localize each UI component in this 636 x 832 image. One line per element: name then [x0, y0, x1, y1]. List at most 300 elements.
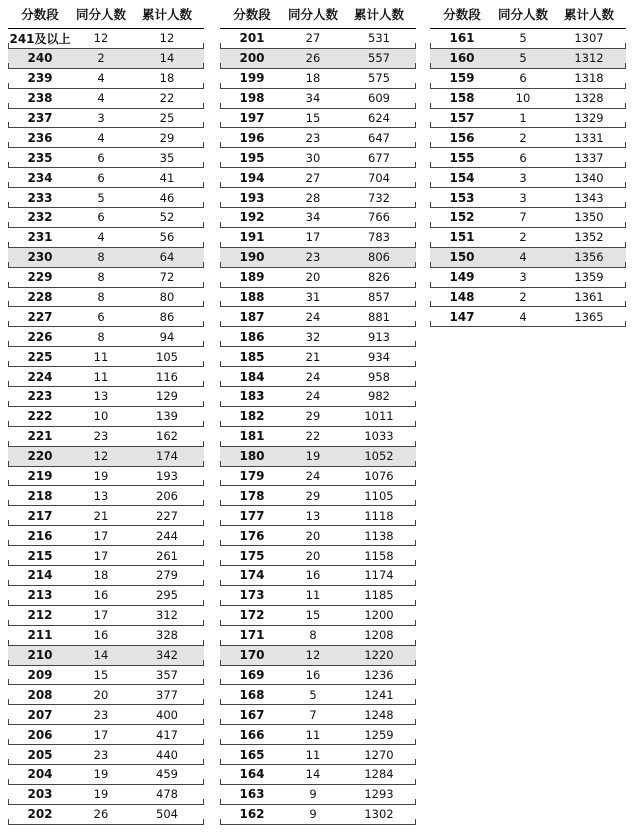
- same-score-count-cell: 26: [93, 807, 109, 822]
- same-score-count-cell: 20: [305, 528, 321, 543]
- table-row: [220, 467, 416, 487]
- cumulative-count-cell: 575: [368, 71, 390, 86]
- same-score-count-cell: 34: [305, 210, 321, 225]
- score-cell: 234: [27, 170, 53, 185]
- table-row: [220, 685, 416, 705]
- table-row: [8, 69, 204, 89]
- table-row: [430, 89, 626, 109]
- same-score-count-cell: 18: [305, 71, 321, 86]
- cumulative-count-cell: 1241: [364, 687, 394, 702]
- table-row: [220, 725, 416, 745]
- score-cell: 241及以上: [9, 31, 71, 46]
- score-cell: 205: [27, 747, 53, 762]
- same-score-count-cell: 29: [305, 409, 321, 424]
- same-score-count-cell: 5: [519, 51, 527, 66]
- score-cell: 219: [27, 469, 53, 484]
- cumulative-count-cell: 328: [156, 628, 178, 643]
- same-score-count-cell: 13: [305, 508, 321, 523]
- cumulative-count-cell: 342: [156, 648, 178, 663]
- table-row: [8, 486, 204, 506]
- cumulative-count-cell: 1284: [364, 767, 394, 782]
- score-cell: 189: [239, 270, 265, 285]
- table-row: [430, 248, 626, 268]
- cumulative-count-cell: 958: [368, 369, 390, 384]
- same-score-count-cell: 2: [519, 130, 527, 145]
- same-score-count-cell: 17: [305, 230, 321, 245]
- cumulative-count-cell: 129: [156, 389, 178, 404]
- score-cell: 240: [27, 51, 53, 66]
- header-cell: 累计人数: [563, 7, 614, 22]
- table-row: [8, 307, 204, 327]
- same-score-count-cell: 8: [97, 250, 105, 265]
- table-row: [8, 526, 204, 546]
- cumulative-count-cell: 80: [159, 290, 175, 305]
- score-cell: 213: [27, 588, 53, 603]
- score-cell: 237: [27, 111, 53, 125]
- score-cell: 150: [449, 250, 475, 265]
- same-score-count-cell: 15: [93, 667, 109, 682]
- same-score-count-cell: 4: [97, 71, 105, 86]
- cumulative-count-cell: 1011: [364, 409, 394, 424]
- table-row: [8, 49, 204, 69]
- table-row: [220, 248, 416, 268]
- same-score-count-cell: 20: [93, 687, 109, 702]
- table-row: [8, 228, 204, 248]
- cumulative-count-cell: 1307: [574, 31, 604, 46]
- cumulative-count-cell: 1200: [364, 608, 394, 623]
- cumulative-count-cell: 295: [156, 588, 178, 603]
- same-score-count-cell: 27: [305, 31, 321, 46]
- same-score-count-cell: 6: [519, 71, 527, 86]
- score-cell: 153: [449, 190, 475, 205]
- cumulative-count-cell: 1361: [574, 290, 604, 305]
- header-cell: 同分人数: [497, 7, 548, 22]
- table-row: [220, 228, 416, 248]
- same-score-count-cell: 14: [305, 767, 321, 782]
- same-score-count-cell: 23: [305, 130, 321, 145]
- cumulative-count-cell: 377: [156, 687, 178, 702]
- score-cell: 231: [27, 230, 53, 245]
- cumulative-count-cell: 1158: [364, 548, 394, 563]
- cumulative-count-cell: 1359: [574, 270, 604, 285]
- cumulative-count-cell: 1340: [574, 170, 604, 185]
- cumulative-count-cell: 1033: [364, 429, 394, 444]
- cumulative-count-cell: 857: [368, 290, 390, 305]
- same-score-count-cell: 16: [93, 628, 109, 643]
- cumulative-count-cell: 1302: [364, 807, 394, 822]
- same-score-count-cell: 11: [305, 747, 321, 762]
- same-score-count-cell: 9: [309, 807, 317, 822]
- cumulative-count-cell: 531: [368, 31, 390, 46]
- table-row: [220, 427, 416, 447]
- same-score-count-cell: 5: [97, 190, 105, 205]
- same-score-count-cell: 8: [97, 329, 105, 344]
- cumulative-count-cell: 826: [368, 270, 390, 285]
- same-score-count-cell: 11: [305, 727, 321, 742]
- table-row: [220, 29, 416, 49]
- table-row: [8, 427, 204, 447]
- same-score-count-cell: 3: [97, 111, 105, 125]
- table-row: [220, 387, 416, 407]
- same-score-count-cell: 34: [305, 91, 321, 106]
- cumulative-count-cell: 417: [156, 727, 178, 742]
- table-row: [8, 745, 204, 765]
- score-cell: 199: [239, 71, 265, 86]
- cumulative-count-cell: 261: [156, 548, 178, 563]
- score-cell: 221: [27, 429, 53, 444]
- cumulative-count-cell: 1248: [364, 707, 394, 722]
- table-row: [8, 606, 204, 626]
- score-cell: 233: [27, 190, 53, 205]
- table-row: [8, 447, 204, 467]
- header-cell: 累计人数: [353, 7, 404, 22]
- table-row: [430, 49, 626, 69]
- table-row: [220, 586, 416, 606]
- score-cell: 201: [239, 31, 265, 46]
- score-cell: 176: [239, 528, 265, 543]
- header-cell: 分数段: [443, 7, 481, 22]
- table-row: [220, 288, 416, 308]
- cumulative-count-cell: 22: [159, 91, 175, 106]
- same-score-count-cell: 10: [93, 409, 109, 424]
- score-cell: 158: [449, 91, 475, 106]
- cumulative-count-cell: 29: [159, 130, 175, 145]
- same-score-count-cell: 15: [305, 111, 321, 125]
- score-cell: 163: [239, 787, 265, 802]
- same-score-count-cell: 24: [305, 369, 321, 384]
- header-cell: 累计人数: [141, 7, 192, 22]
- score-cell: 155: [449, 150, 475, 165]
- cumulative-count-cell: 1236: [364, 667, 394, 682]
- cumulative-count-cell: 400: [156, 707, 178, 722]
- same-score-count-cell: 27: [305, 170, 321, 185]
- score-cell: 185: [239, 349, 265, 364]
- cumulative-count-cell: 440: [156, 747, 178, 762]
- table-row: [8, 128, 204, 148]
- score-cell: 178: [239, 488, 265, 503]
- score-cell: 173: [239, 588, 265, 603]
- score-cell: 165: [239, 747, 265, 762]
- cumulative-count-cell: 94: [159, 329, 175, 344]
- header-cell: 同分人数: [75, 7, 126, 22]
- same-score-count-cell: 4: [519, 250, 527, 265]
- table-row: [8, 586, 204, 606]
- table-row: [220, 765, 416, 785]
- table-row: [8, 666, 204, 686]
- same-score-count-cell: 4: [97, 130, 105, 145]
- table-row: [220, 89, 416, 109]
- same-score-count-cell: 3: [519, 270, 527, 285]
- table-row: [220, 805, 416, 825]
- score-cell: 168: [239, 687, 265, 702]
- same-score-count-cell: 23: [93, 429, 109, 444]
- score-cell: 167: [239, 707, 265, 722]
- cumulative-count-cell: 12: [159, 31, 175, 46]
- same-score-count-cell: 8: [97, 270, 105, 285]
- same-score-count-cell: 17: [93, 727, 109, 742]
- same-score-count-cell: 16: [305, 568, 321, 583]
- table-row: [430, 29, 626, 49]
- score-cell: 174: [239, 568, 265, 583]
- same-score-count-cell: 5: [309, 687, 317, 702]
- score-cell: 177: [239, 508, 265, 523]
- score-cell: 229: [27, 270, 53, 285]
- table-row: [8, 367, 204, 387]
- score-cell: 197: [239, 111, 265, 125]
- table-row: [8, 288, 204, 308]
- same-score-count-cell: 16: [305, 667, 321, 682]
- score-table-3: [430, 0, 626, 327]
- table-row: [430, 148, 626, 168]
- table-row: [8, 268, 204, 288]
- cumulative-count-cell: 1356: [574, 250, 604, 265]
- cumulative-count-cell: 1337: [574, 150, 604, 165]
- cumulative-count-cell: 1312: [574, 51, 604, 66]
- cumulative-count-cell: 1270: [364, 747, 394, 762]
- cumulative-count-cell: 677: [368, 150, 390, 165]
- score-cell: 218: [27, 488, 53, 503]
- same-score-count-cell: 10: [515, 91, 531, 106]
- score-cell: 232: [27, 210, 53, 225]
- cumulative-count-cell: 1365: [574, 309, 604, 324]
- score-cell: 207: [27, 707, 53, 722]
- same-score-count-cell: 6: [519, 150, 527, 165]
- same-score-count-cell: 3: [519, 190, 527, 205]
- table-row: [8, 188, 204, 208]
- same-score-count-cell: 23: [93, 707, 109, 722]
- cumulative-count-cell: 14: [159, 51, 175, 66]
- table-row: [220, 606, 416, 626]
- table-row: [430, 307, 626, 327]
- score-cell: 188: [239, 290, 265, 305]
- score-cell: 195: [239, 150, 265, 165]
- score-cell: 187: [239, 309, 265, 324]
- score-cell: 215: [27, 548, 53, 563]
- same-score-count-cell: 11: [305, 588, 321, 603]
- same-score-count-cell: 6: [97, 210, 105, 225]
- table-row: [8, 646, 204, 666]
- table-row: [220, 128, 416, 148]
- table-row: [220, 546, 416, 566]
- table-row: [430, 69, 626, 89]
- cumulative-count-cell: 25: [159, 111, 175, 125]
- cumulative-count-cell: 1350: [574, 210, 604, 225]
- table-row: [220, 486, 416, 506]
- same-score-count-cell: 30: [305, 150, 321, 165]
- table-row: [8, 765, 204, 785]
- table-row: [430, 228, 626, 248]
- score-cell: 194: [239, 170, 265, 185]
- table-row: [220, 626, 416, 646]
- cumulative-count-cell: 52: [159, 210, 175, 225]
- cumulative-count-cell: 1343: [574, 190, 604, 205]
- score-cell: 193: [239, 190, 265, 205]
- score-cell: 152: [449, 210, 475, 225]
- score-cell: 181: [239, 429, 265, 444]
- cumulative-count-cell: 41: [159, 170, 175, 185]
- score-cell: 224: [27, 369, 53, 384]
- same-score-count-cell: 4: [519, 309, 527, 324]
- score-cell: 172: [239, 608, 265, 623]
- table-row: [430, 208, 626, 228]
- cumulative-count-cell: 1105: [364, 488, 394, 503]
- table-row: [220, 109, 416, 129]
- score-cell: 171: [239, 628, 265, 643]
- same-score-count-cell: 9: [309, 787, 317, 802]
- same-score-count-cell: 13: [93, 389, 109, 404]
- same-score-count-cell: 15: [305, 608, 321, 623]
- score-cell: 190: [239, 250, 265, 265]
- same-score-count-cell: 4: [97, 91, 105, 106]
- score-cell: 214: [27, 568, 53, 583]
- table-row: [8, 805, 204, 825]
- cumulative-count-cell: 913: [368, 329, 390, 344]
- table-header: [430, 0, 626, 29]
- table-row: [220, 268, 416, 288]
- table-row: [8, 725, 204, 745]
- cumulative-count-cell: 1293: [364, 787, 394, 802]
- cumulative-count-cell: 227: [156, 508, 178, 523]
- same-score-count-cell: 20: [305, 270, 321, 285]
- score-cell: 225: [27, 349, 53, 364]
- cumulative-count-cell: 1208: [364, 628, 394, 643]
- score-cell: 169: [239, 667, 265, 682]
- cumulative-count-cell: 934: [368, 349, 390, 364]
- same-score-count-cell: 3: [519, 170, 527, 185]
- score-cell: 157: [449, 111, 475, 125]
- table-row: [220, 745, 416, 765]
- table-row: [8, 546, 204, 566]
- score-cell: 210: [27, 648, 53, 663]
- table-row: [220, 447, 416, 467]
- table-row: [430, 268, 626, 288]
- table-row: [220, 49, 416, 69]
- same-score-count-cell: 6: [97, 170, 105, 185]
- same-score-count-cell: 1: [519, 111, 527, 125]
- score-cell: 186: [239, 329, 265, 344]
- table-row: [8, 685, 204, 705]
- same-score-count-cell: 19: [93, 767, 109, 782]
- score-cell: 235: [27, 150, 53, 165]
- same-score-count-cell: 2: [519, 230, 527, 245]
- same-score-count-cell: 22: [305, 429, 321, 444]
- score-cell: 196: [239, 130, 265, 145]
- table-row: [8, 109, 204, 129]
- cumulative-count-cell: 881: [368, 309, 390, 324]
- table-row: [220, 367, 416, 387]
- score-cell: 159: [449, 71, 475, 86]
- table-row: [220, 407, 416, 427]
- table-row: [220, 347, 416, 367]
- table-row: [220, 148, 416, 168]
- same-score-count-cell: 24: [305, 389, 321, 404]
- same-score-count-cell: 16: [93, 588, 109, 603]
- table-row: [220, 646, 416, 666]
- same-score-count-cell: 18: [93, 568, 109, 583]
- cumulative-count-cell: 1174: [364, 568, 394, 583]
- same-score-count-cell: 32: [305, 329, 321, 344]
- table-row: [8, 148, 204, 168]
- table-row: [8, 626, 204, 646]
- score-cell: 217: [27, 508, 53, 523]
- score-cell: 204: [27, 767, 53, 782]
- cumulative-count-cell: 56: [159, 230, 175, 245]
- score-cell: 222: [27, 409, 53, 424]
- score-cell: 200: [239, 51, 265, 66]
- score-cell: 179: [239, 469, 265, 484]
- cumulative-count-cell: 1318: [574, 71, 604, 86]
- same-score-count-cell: 2: [519, 290, 527, 305]
- header-cell: 同分人数: [287, 7, 338, 22]
- score-cell: 164: [239, 767, 265, 782]
- table-row: [220, 208, 416, 228]
- table-row: [8, 248, 204, 268]
- table-row: [8, 387, 204, 407]
- cumulative-count-cell: 557: [368, 51, 390, 66]
- score-cell: 209: [27, 667, 53, 682]
- score-cell: 227: [27, 309, 53, 324]
- table-row: [8, 327, 204, 347]
- score-cell: 239: [27, 71, 53, 86]
- cumulative-count-cell: 806: [368, 250, 390, 265]
- same-score-count-cell: 7: [519, 210, 527, 225]
- same-score-count-cell: 17: [93, 548, 109, 563]
- table-row: [8, 29, 204, 49]
- cumulative-count-cell: 72: [159, 270, 175, 285]
- cumulative-count-cell: 193: [156, 469, 178, 484]
- table-row: [220, 69, 416, 89]
- cumulative-count-cell: 459: [156, 767, 178, 782]
- cumulative-count-cell: 46: [159, 190, 175, 205]
- cumulative-count-cell: 206: [156, 488, 178, 503]
- cumulative-count-cell: 139: [156, 409, 178, 424]
- cumulative-count-cell: 1138: [364, 528, 394, 543]
- table-row: [430, 168, 626, 188]
- same-score-count-cell: 12: [93, 449, 109, 464]
- score-cell: 203: [27, 787, 53, 802]
- score-cell: 162: [239, 807, 265, 822]
- same-score-count-cell: 31: [305, 290, 321, 305]
- same-score-count-cell: 28: [305, 190, 321, 205]
- same-score-count-cell: 24: [305, 309, 321, 324]
- header-cell: 分数段: [233, 7, 271, 22]
- cumulative-count-cell: 244: [156, 528, 178, 543]
- same-score-count-cell: 7: [309, 707, 317, 722]
- score-cell: 223: [27, 389, 53, 404]
- table-row: [430, 188, 626, 208]
- cumulative-count-cell: 18: [159, 71, 175, 86]
- table-row: [220, 327, 416, 347]
- cumulative-count-cell: 35: [159, 150, 175, 165]
- score-cell: 170: [239, 648, 265, 663]
- same-score-count-cell: 12: [93, 31, 109, 46]
- cumulative-count-cell: 279: [156, 568, 178, 583]
- score-cell: 226: [27, 329, 53, 344]
- table-header: [8, 0, 204, 29]
- table-row: [430, 128, 626, 148]
- cumulative-count-cell: 1052: [364, 449, 394, 464]
- score-cell: 230: [27, 250, 53, 265]
- table-row: [220, 666, 416, 686]
- score-cell: 151: [449, 230, 475, 245]
- score-cell: 154: [449, 170, 475, 185]
- cumulative-count-cell: 1220: [364, 648, 394, 663]
- score-cell: 198: [239, 91, 265, 106]
- table-row: [430, 109, 626, 129]
- cumulative-count-cell: 1259: [364, 727, 394, 742]
- score-cell: 192: [239, 210, 265, 225]
- score-cell: 147: [449, 309, 475, 324]
